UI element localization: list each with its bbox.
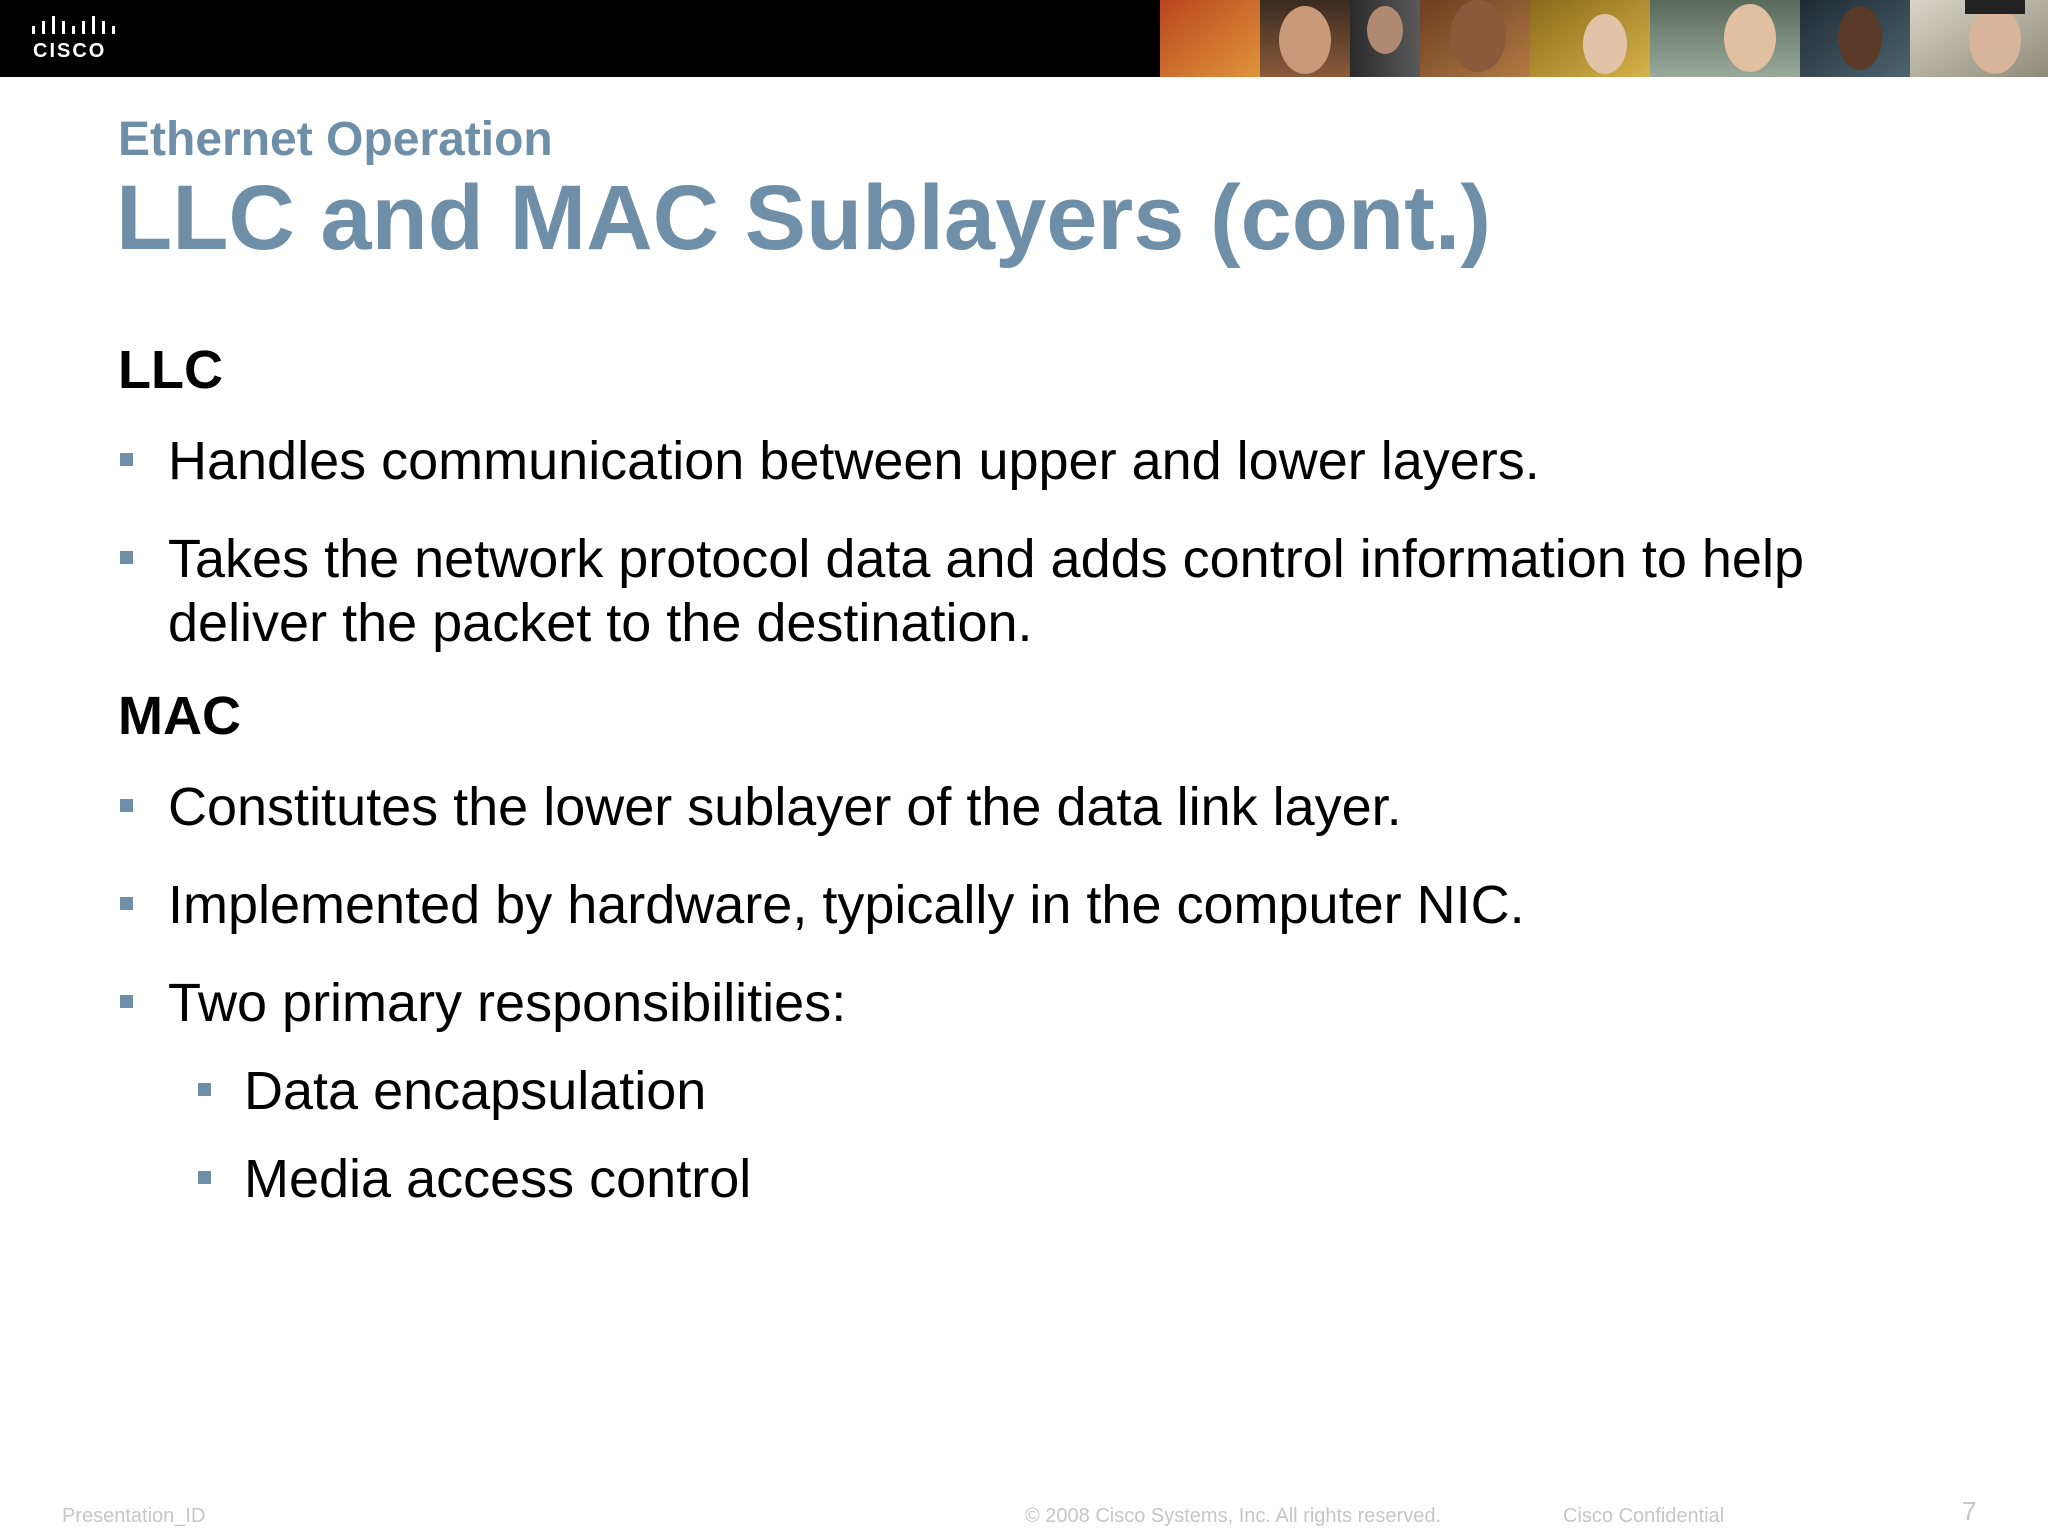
bullet-text: Implemented by hardware, typically in the computer NIC.: [168, 875, 1525, 935]
header-bar: [0, 0, 2048, 77]
bullet-item: [118, 775, 1958, 839]
slide-title: LLC and MAC Sublayers (cont.): [116, 167, 1491, 269]
square-bullet-icon: [120, 551, 133, 564]
square-bullet-icon: [120, 897, 133, 910]
square-bullet-icon: [120, 453, 133, 466]
bullet-text: Constitutes the lower sublayer of the data link layer.: [168, 777, 1402, 837]
bullet-text: Two primary responsibilities:: [168, 973, 847, 1033]
bullet-text: Takes the network protocol data and adds control information to help: [168, 529, 1804, 589]
sub-bullet-item: [118, 1059, 1958, 1123]
square-bullet-icon: [198, 1171, 211, 1184]
mac-bullet-list: [118, 775, 1958, 1211]
cisco-logo-text: CISCO: [33, 40, 107, 62]
bullet-item: [118, 971, 1958, 1035]
section-heading-mac: MAC: [118, 686, 241, 746]
square-bullet-icon: [120, 995, 133, 1008]
footer-presentation-id: Presentation_ID: [62, 1505, 206, 1527]
footer-confidential: Cisco Confidential: [1563, 1505, 1725, 1527]
photo-collage-image: [1160, 0, 2048, 77]
bullet-item: [118, 873, 1958, 937]
llc-bullet-list: [118, 429, 1958, 655]
sub-bullet-text: Media access control: [244, 1149, 752, 1209]
square-bullet-icon: [198, 1083, 211, 1096]
sub-bullet-item: [118, 1147, 1958, 1211]
cisco-bars-icon: [30, 14, 116, 38]
sub-bullet-text: Data encapsulation: [244, 1061, 707, 1121]
cisco-logo: [30, 14, 120, 64]
bullet-text: Handles communication between upper and lower layers.: [168, 431, 1540, 491]
slide-number: 7: [1962, 1496, 1977, 1526]
slide-body: [118, 335, 1958, 1211]
header-photo-strip: [1160, 0, 2048, 77]
bullet-item: [118, 527, 1958, 655]
bullet-item: [118, 429, 1958, 493]
bullet-text-continuation: deliver the packet to the destination.: [168, 593, 1033, 653]
slide-subtitle: Ethernet Operation: [118, 113, 553, 166]
section-heading-llc: LLC: [118, 340, 223, 400]
footer-copyright: © 2008 Cisco Systems, Inc. All rights reserved.: [1025, 1505, 1442, 1527]
square-bullet-icon: [120, 799, 133, 812]
